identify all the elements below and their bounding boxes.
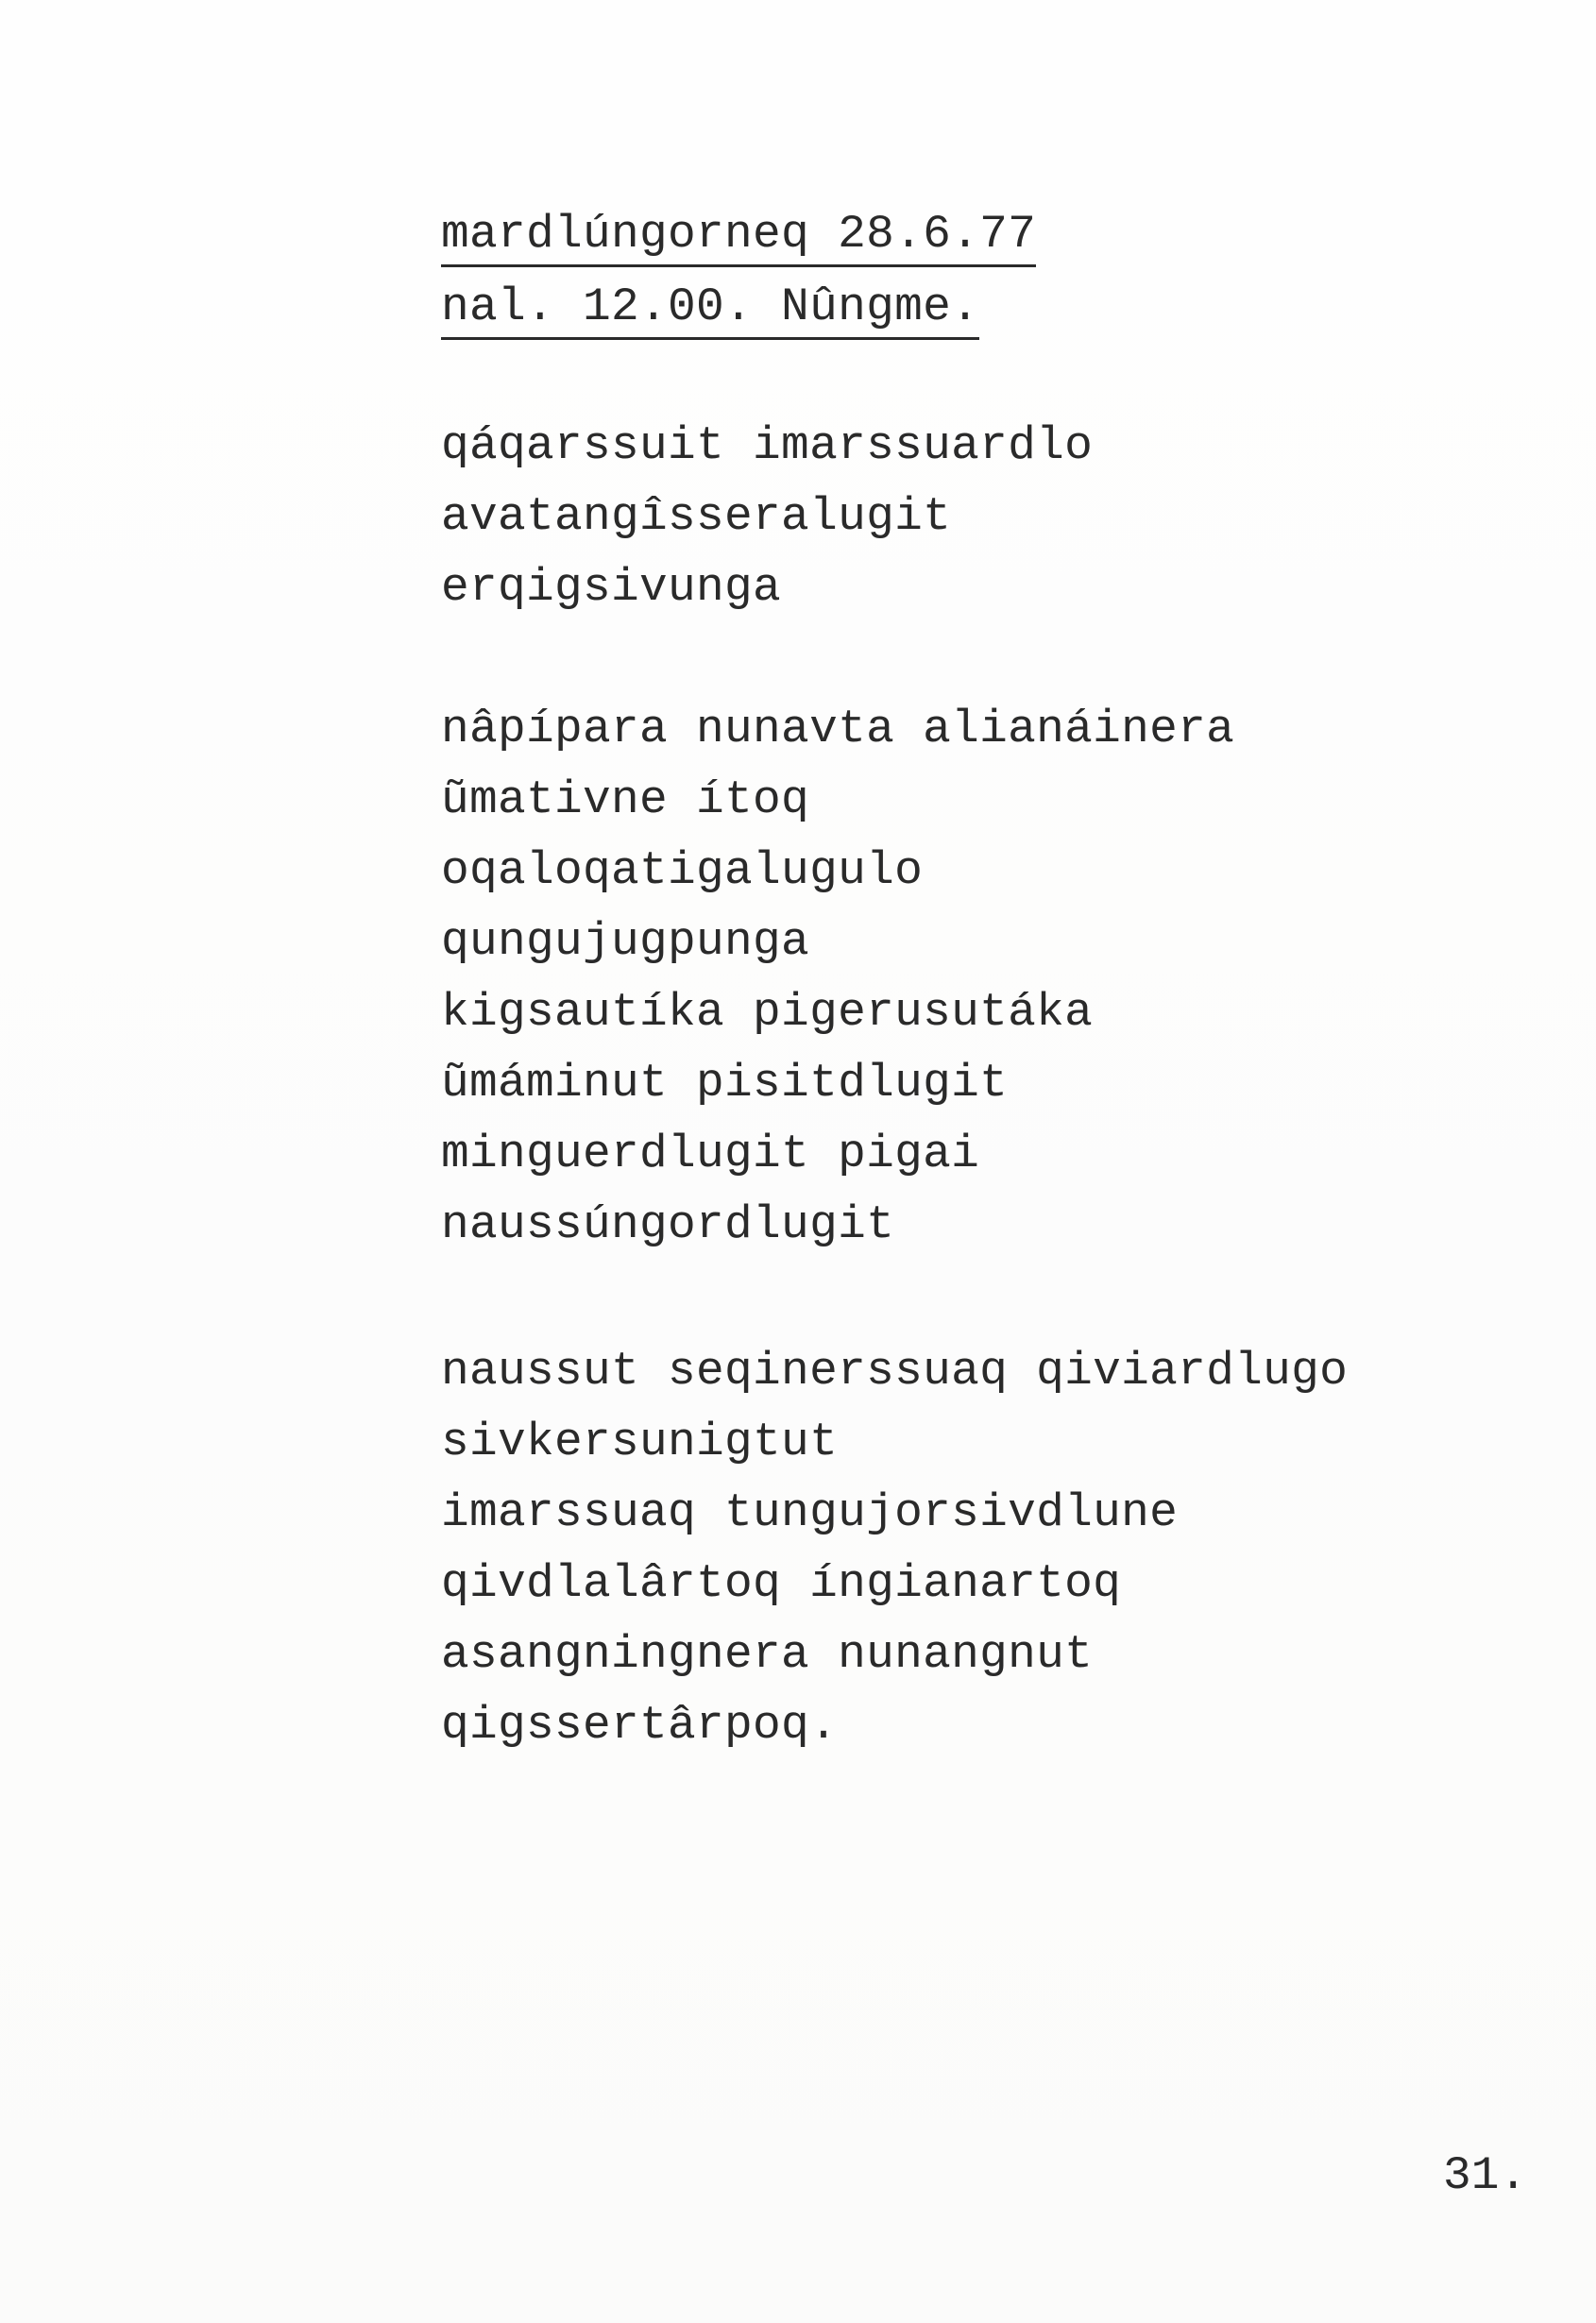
poem-line: erqigsivunga	[441, 561, 782, 614]
poem-line: minguerdlugit pigai	[441, 1128, 980, 1180]
poem-line: kigsautíka pigerusutáka	[441, 986, 1094, 1039]
poem-line: asangningnera nunangnut	[441, 1628, 1094, 1681]
poem-line: ũmáminut pisitdlugit	[441, 1057, 1009, 1110]
poem-line: qigssertârpoq.	[441, 1699, 839, 1752]
page-number: 31.	[1443, 2149, 1528, 2202]
poem-line: qungujugpunga	[441, 915, 810, 968]
poem-line: oqaloqatigalugulo	[441, 844, 924, 897]
poem-line: qivdlalârtoq íngianartoq	[441, 1557, 1122, 1610]
poem-line: nâpípara nunavta alianáinera	[441, 703, 1235, 755]
poem-line: ũmativne ítoq	[441, 773, 810, 826]
poem-line: qáqarssuit imarssuardlo	[441, 419, 1094, 472]
poem-line: imarssuaq tungujorsivdlune	[441, 1486, 1179, 1539]
time-place-heading: nal. 12.00. Nûngme.	[441, 279, 979, 340]
poem-line: sivkersunigtut	[441, 1416, 839, 1468]
poem-line: naussúngordlugit	[441, 1198, 895, 1251]
poem-line: avatangîsseralugit	[441, 490, 952, 543]
date-heading: mardlúngorneq 28.6.77	[441, 206, 1036, 267]
poem-line: naussut seqinerssuaq qiviardlugo	[441, 1345, 1349, 1398]
